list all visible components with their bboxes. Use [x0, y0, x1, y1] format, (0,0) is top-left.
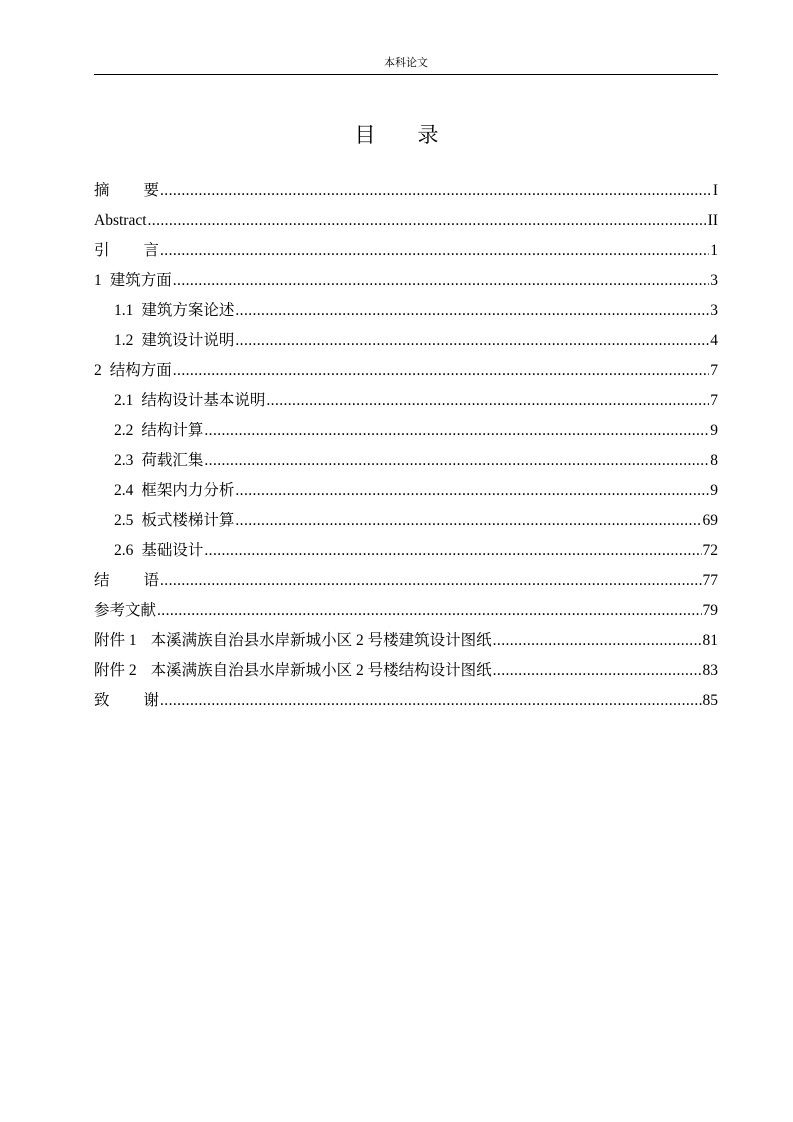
toc-page-number: 69 [702, 512, 718, 529]
toc-entry[interactable] [94, 236, 718, 266]
toc-page-number: 79 [702, 602, 718, 619]
toc-page-number: 9 [710, 482, 718, 499]
toc-entry-text: 结构设计基本说明 [141, 392, 266, 409]
toc-page-number: 72 [702, 542, 718, 559]
toc-entry-number: 2.6 [114, 542, 134, 559]
toc-dot-leader [235, 506, 701, 536]
toc-entry-label [114, 536, 203, 566]
toc-page-number: 7 [710, 362, 718, 379]
toc-entry[interactable] [94, 176, 718, 206]
toc-page-number: I [712, 182, 718, 199]
toc-entry-label [94, 236, 159, 266]
toc-entry[interactable] [94, 266, 718, 296]
toc-entry-label [94, 596, 156, 626]
toc-entry-label [94, 566, 159, 596]
toc-entry-label [114, 416, 203, 446]
toc-dot-leader [204, 416, 709, 446]
toc-entry-text: 结构方面 [109, 362, 172, 379]
toc-entry-text: 荷载汇集 [141, 452, 204, 469]
toc-entry-text: 结语 [94, 572, 160, 589]
toc-page-number: 8 [710, 452, 718, 469]
toc-entry-label [114, 296, 234, 326]
toc-page-number: 77 [702, 572, 718, 589]
toc-title [0, 122, 793, 148]
toc-page-number: 3 [710, 272, 718, 289]
toc-entry-number: 2.3 [114, 452, 134, 469]
toc-entry[interactable] [94, 686, 718, 716]
toc-entry[interactable] [94, 416, 718, 446]
toc-entry-text: 建筑方案论述 [141, 302, 235, 319]
toc-entry[interactable] [94, 206, 718, 236]
toc-entry-text: 建筑设计说明 [141, 332, 235, 349]
toc-entry-text: 本溪满族自治县水岸新城小区 2 号楼结构设计图纸 [150, 662, 492, 679]
toc-entry[interactable] [94, 446, 718, 476]
toc-entry-label [94, 686, 159, 716]
toc-entry-number: 附件 2 [94, 662, 137, 679]
toc-dot-leader [204, 536, 701, 566]
toc-entry-label [114, 326, 234, 356]
toc-entry-number: 1 [94, 272, 102, 289]
toc-entry-number: 2.2 [114, 422, 134, 439]
toc-entry-text: 致谢 [94, 692, 160, 709]
toc-page-number: 83 [702, 662, 718, 679]
toc-entry[interactable] [94, 566, 718, 596]
toc-entry-text: 板式楼梯计算 [141, 512, 235, 529]
toc-entry-number: 2 [94, 362, 102, 379]
toc-page-number: II [707, 212, 718, 229]
toc-dot-leader [235, 296, 709, 326]
toc-dot-leader [266, 386, 709, 416]
toc-entry[interactable] [94, 656, 718, 686]
toc-entry[interactable] [94, 596, 718, 626]
toc-dot-leader [160, 176, 712, 206]
toc-entry[interactable] [94, 626, 718, 656]
toc-dot-leader [160, 686, 701, 716]
toc-entry-text: 本溪满族自治县水岸新城小区 2 号楼建筑设计图纸 [150, 632, 492, 649]
toc-entry[interactable] [94, 326, 718, 356]
toc-page-number: 9 [710, 422, 718, 439]
toc-entry-label [114, 446, 203, 476]
toc-dot-leader [157, 596, 701, 626]
page-header [94, 56, 718, 75]
toc-dot-leader [148, 206, 707, 236]
toc-entry-label [94, 206, 147, 236]
toc-entry-text: 基础设计 [141, 542, 204, 559]
toc-entry[interactable] [94, 536, 718, 566]
toc-entry-label [114, 476, 234, 506]
toc-entry-number: 1.2 [114, 332, 134, 349]
toc-entry-text: 参考文献 [94, 602, 157, 619]
toc-entry[interactable] [94, 356, 718, 386]
toc-dot-leader [235, 476, 709, 506]
toc-dot-leader [493, 626, 702, 656]
toc-entry-number: 附件 1 [94, 632, 137, 649]
toc-entry[interactable] [94, 506, 718, 536]
toc-entry[interactable] [94, 476, 718, 506]
toc-dot-leader [160, 566, 701, 596]
toc-page-number: 81 [702, 632, 718, 649]
toc-dot-leader [173, 266, 709, 296]
toc-entry[interactable] [94, 296, 718, 326]
toc-entry-label [94, 176, 159, 206]
toc-list [94, 176, 718, 716]
toc-entry-number: 2.5 [114, 512, 134, 529]
toc-entry-text: 引言 [94, 242, 160, 259]
toc-entry-number: 2.4 [114, 482, 134, 499]
toc-entry-text: Abstract [94, 212, 147, 229]
toc-dot-leader [493, 656, 702, 686]
toc-page-number: 1 [710, 242, 718, 259]
toc-entry-text: 框架内力分析 [141, 482, 235, 499]
toc-title-first-char: 目 [354, 123, 376, 147]
toc-page-number: 3 [710, 302, 718, 319]
toc-entry-label [94, 266, 172, 296]
toc-entry-text: 结构计算 [141, 422, 204, 439]
toc-page-number: 85 [702, 692, 718, 709]
toc-dot-leader [235, 326, 709, 356]
running-title: 本科论文 [384, 57, 428, 69]
toc-dot-leader [204, 446, 709, 476]
toc-page-number: 7 [710, 392, 718, 409]
toc-entry-label [94, 626, 492, 656]
toc-entry-label [94, 656, 492, 686]
toc-entry-text: 建筑方面 [109, 272, 172, 289]
toc-entry-label [114, 386, 265, 416]
toc-entry-number: 1.1 [114, 302, 134, 319]
toc-entry-label [94, 356, 172, 386]
toc-entry-text: 摘要 [94, 182, 160, 199]
toc-dot-leader [173, 356, 709, 386]
toc-title-second-char: 录 [417, 123, 439, 147]
toc-dot-leader [160, 236, 709, 266]
toc-entry-number: 2.1 [114, 392, 134, 409]
toc-entry[interactable] [94, 386, 718, 416]
toc-page-number: 4 [710, 332, 718, 349]
toc-entry-label [114, 506, 234, 536]
